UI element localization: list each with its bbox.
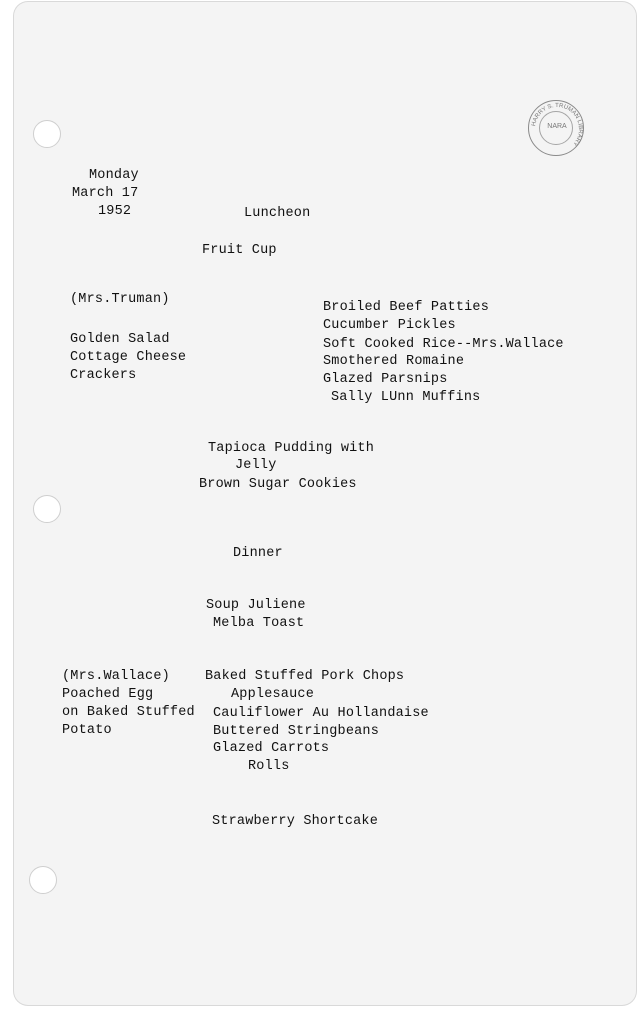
luncheon-special-item: Golden Salad bbox=[70, 332, 170, 347]
svg-text:HARRY S. TRUMAN LIBRARY: HARRY S. TRUMAN LIBRARY bbox=[531, 102, 584, 147]
luncheon-main-item: Sally LUnn Muffins bbox=[331, 390, 481, 405]
dinner-main-item: Glazed Carrots bbox=[213, 741, 330, 756]
dinner-special-label: (Mrs.Wallace) bbox=[62, 669, 170, 684]
dinner-main-item: Rolls bbox=[248, 759, 290, 774]
luncheon-main-item: Soft Cooked Rice--Mrs.Wallace bbox=[323, 337, 564, 352]
luncheon-main-item: Cucumber Pickles bbox=[323, 318, 456, 333]
luncheon-main-item: Smothered Romaine bbox=[323, 354, 465, 369]
dinner-main-item: Applesauce bbox=[231, 687, 315, 702]
binder-hole bbox=[33, 495, 61, 523]
dinner-main-item: Cauliflower Au Hollandaise bbox=[213, 706, 429, 721]
dinner-special-item: Poached Egg bbox=[62, 687, 154, 702]
date-month-day: March 17 bbox=[72, 186, 139, 201]
luncheon-special-label: (Mrs.Truman) bbox=[70, 292, 170, 307]
dinner-main-item: Baked Stuffed Pork Chops bbox=[205, 669, 405, 684]
binder-hole bbox=[29, 866, 57, 894]
luncheon-dessert: Jelly bbox=[235, 458, 277, 473]
dinner-dessert: Strawberry Shortcake bbox=[212, 814, 379, 829]
dinner-heading: Dinner bbox=[233, 546, 283, 561]
date-year: 1952 bbox=[98, 204, 132, 219]
luncheon-main-item: Broiled Beef Patties bbox=[323, 300, 490, 315]
dinner-first-course: Soup Juliene bbox=[206, 598, 306, 613]
dinner-special-item: Potato bbox=[62, 723, 112, 738]
date-weekday: Monday bbox=[89, 168, 139, 183]
luncheon-special-item: Cottage Cheese bbox=[70, 350, 187, 365]
luncheon-dessert: Tapioca Pudding with bbox=[208, 441, 375, 456]
luncheon-heading: Luncheon bbox=[244, 206, 311, 221]
stamp-center-text: NARA bbox=[547, 123, 567, 130]
binder-hole bbox=[33, 120, 61, 148]
luncheon-first-course: Fruit Cup bbox=[202, 243, 277, 258]
luncheon-main-item: Glazed Parsnips bbox=[323, 372, 448, 387]
luncheon-special-item: Crackers bbox=[70, 368, 137, 383]
archive-stamp bbox=[528, 100, 584, 156]
dinner-main-item: Buttered Stringbeans bbox=[213, 724, 380, 739]
dinner-first-course: Melba Toast bbox=[213, 616, 305, 631]
dinner-special-item: on Baked Stuffed bbox=[62, 705, 195, 720]
luncheon-dessert: Brown Sugar Cookies bbox=[199, 477, 357, 492]
